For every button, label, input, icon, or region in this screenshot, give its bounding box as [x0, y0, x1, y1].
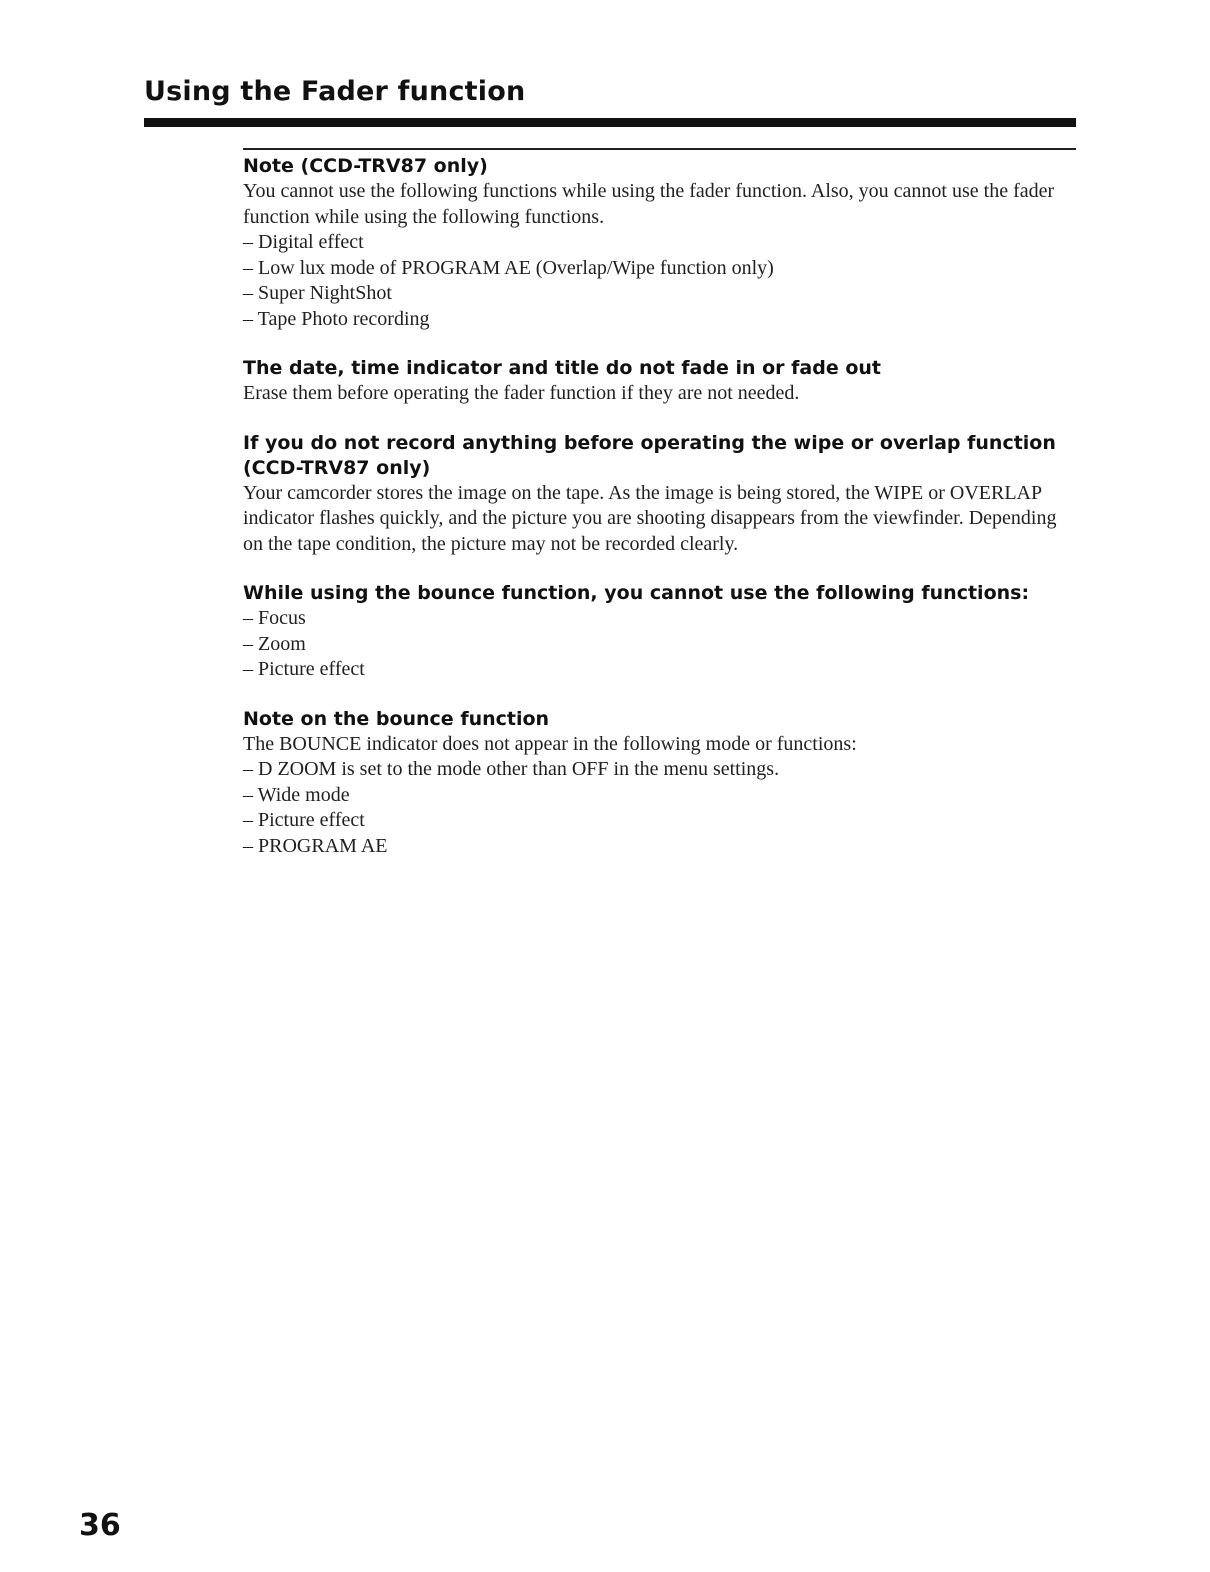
section-heading: Note (CCD-TRV87 only) — [243, 155, 488, 177]
list-item: – Picture effect — [243, 809, 365, 831]
list-item: – Picture effect — [243, 658, 365, 680]
section-bounce-note — [243, 707, 1076, 860]
page-number: 36 — [79, 1508, 121, 1543]
list-item: – D ZOOM is set to the mode other than OFF in the menu settings. — [243, 758, 780, 780]
section-note-ccd-trv87 — [243, 154, 1076, 332]
section-rule — [243, 148, 1076, 150]
section-paragraph: Erase them before operating the fader function if they are not needed. — [243, 382, 800, 404]
list-item: – Focus — [243, 607, 306, 629]
section-wipe-overlap — [243, 431, 1076, 558]
list-item: – Tape Photo recording — [243, 307, 430, 330]
section-heading: Note on the bounce function — [243, 707, 550, 730]
section-paragraph: Your camcorder stores the image on the tape. As the image is being stored, the WIPE or OVERLAP indicator flashes quickly, and the picture you are shooting disappears from the viewfinder. Depending on the tape condition, the picture may not be recorded clearly. — [243, 481, 1057, 555]
title-rule — [144, 118, 1076, 127]
list-item: – PROGRAM AE — [243, 834, 388, 857]
list-item: – Zoom — [243, 632, 306, 655]
page-content — [243, 148, 1076, 883]
page-title: Using the Fader function — [144, 76, 526, 107]
list-item: – Super NightShot — [243, 282, 392, 304]
section-bounce-restrictions — [243, 581, 1076, 683]
section-paragraph: The BOUNCE indicator does not appear in the following mode or functions: — [243, 732, 857, 755]
list-item: – Digital effect — [243, 231, 364, 253]
section-heading: The date, time indicator and title do not fade in or fade out — [243, 357, 881, 379]
section-heading: If you do not record anything before operating the wipe or overlap function (CCD-TRV87 only) — [243, 431, 1056, 479]
list-item: – Wide mode — [243, 783, 350, 806]
section-heading: While using the bounce function, you cannot use the following functions: — [243, 582, 1030, 604]
section-paragraph: You cannot use the following functions while using the fader function. Also, you cannot use the fader function while using the following functions. — [243, 180, 1055, 228]
list-item: – Low lux mode of PROGRAM AE (Overlap/Wipe function only) — [243, 256, 774, 279]
section-date-time-indicator — [243, 356, 1076, 407]
